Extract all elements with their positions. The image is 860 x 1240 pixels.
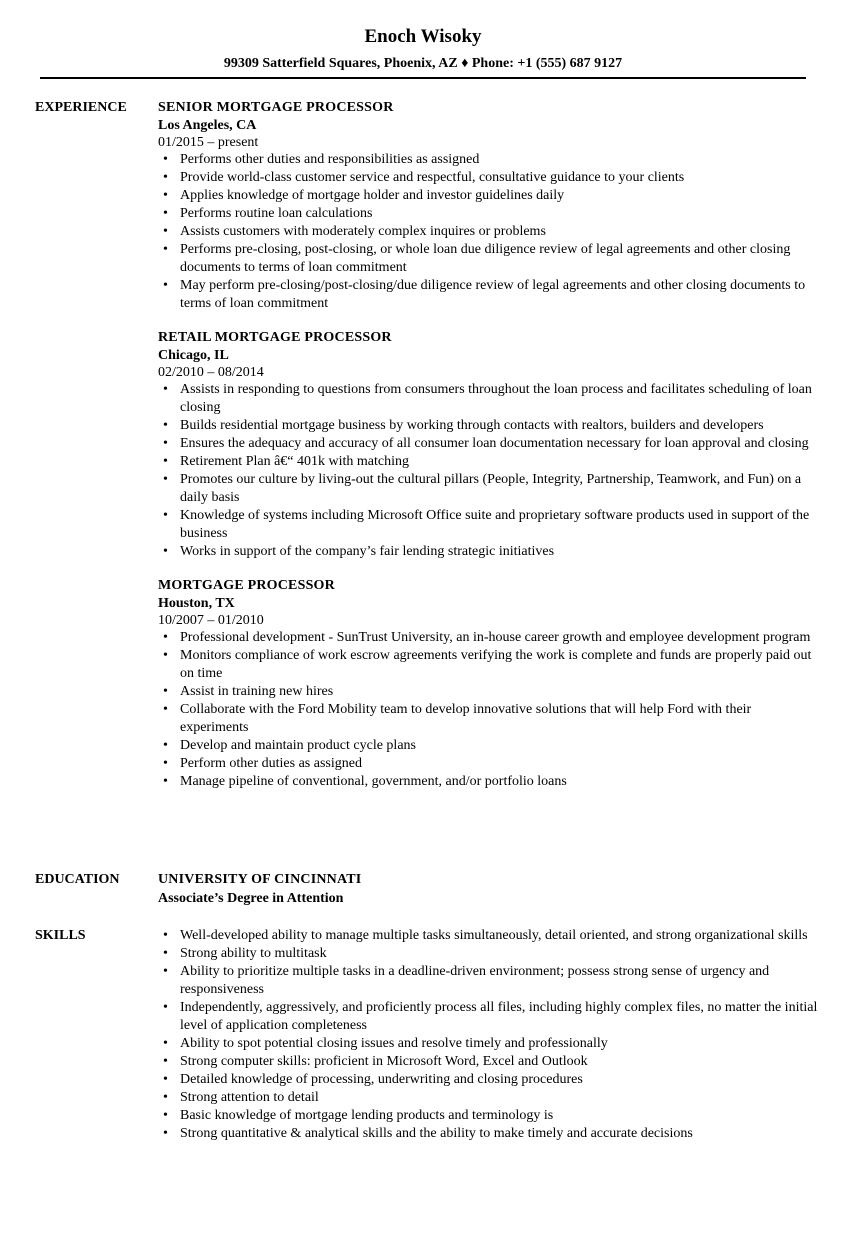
duty-item: • Collaborate with the Ford Mobility team to develop innovative solutions that will help Ford with their experiments — [180, 701, 818, 737]
job-dates: 01/2015 – present — [158, 135, 259, 150]
duty-item: • May perform pre-closing/post-closing/due diligence review of legal agreements and other closing documents to terms of loan commitment — [180, 277, 818, 313]
skill-item: • Detailed knowledge of processing, underwriting and closing procedures — [180, 1071, 818, 1089]
job-duties — [158, 629, 818, 791]
duty-item: • Works in support of the company’s fair lending strategic initiatives — [180, 543, 818, 561]
skill-item: • Basic knowledge of mortgage lending products and terminology is — [180, 1107, 818, 1125]
duty-item: • Promotes our culture by living-out the cultural pillars (People, Integrity, Partnership, Teamwork, and Fun) on a daily basis — [180, 471, 818, 507]
skill-item: • Ability to spot potential closing issues and resolve timely and professionally — [180, 1035, 818, 1053]
education-entry — [158, 871, 818, 909]
job-duties — [158, 151, 818, 313]
duty-item: • Monitors compliance of work escrow agreements verifying the work is complete and funds are properly paid out on time — [180, 647, 818, 683]
skills-list — [158, 927, 818, 1143]
skill-item: • Strong attention to detail — [180, 1089, 818, 1107]
candidate-name: Enoch Wisoky — [364, 26, 482, 47]
section-title-education: EDUCATION — [35, 872, 120, 887]
duty-item: • Applies knowledge of mortgage holder and investor guidelines daily — [180, 187, 818, 205]
duty-item: • Professional development - SunTrust University, an in-house career growth and employee development program — [180, 629, 818, 647]
skill-item: • Strong quantitative & analytical skills and the ability to make timely and accurate decisions — [180, 1125, 818, 1143]
skill-item: • Ability to prioritize multiple tasks in a deadline-driven environment; possess strong sense of urgency and responsiveness — [180, 963, 818, 999]
duty-item: • Performs pre-closing, post-closing, or whole loan due diligence review of legal agreements and other closing documents to terms of loan commitment — [180, 241, 818, 277]
skill-item: • Strong computer skills: proficient in Microsoft Word, Excel and Outlook — [180, 1053, 818, 1071]
job-entry — [158, 99, 818, 313]
section-title-experience: EXPERIENCE — [35, 100, 127, 115]
section-title-skills: SKILLS — [35, 928, 86, 943]
duty-item: • Knowledge of systems including Microsoft Office suite and proprietary software products used in support of the business — [180, 507, 818, 543]
job-duties — [158, 381, 818, 561]
job-entry — [158, 577, 818, 791]
contact-line: 99309 Satterfield Squares, Phoenix, AZ ♦ Phone: +1 (555) 687 9127 — [223, 56, 623, 71]
job-title: RETAIL MORTGAGE PROCESSOR — [158, 330, 392, 345]
degree: Associate’s Degree in Attention — [158, 891, 344, 906]
duty-item: • Retirement Plan â€“ 401k with matching — [180, 453, 818, 471]
duty-item: • Ensures the adequacy and accuracy of all consumer loan documentation necessary for loan approval and closing — [180, 435, 818, 453]
duty-item: • Perform other duties as assigned — [180, 755, 818, 773]
skills-list-container — [158, 927, 818, 1143]
job-location: Los Angeles, CA — [158, 118, 257, 133]
header-divider — [40, 77, 806, 79]
duty-item: • Assists in responding to questions from consumers throughout the loan process and facilitates scheduling of loan closing — [180, 381, 818, 417]
job-location: Houston, TX — [158, 596, 235, 611]
school-name: UNIVERSITY OF CINCINNATI — [158, 872, 362, 887]
duty-item: • Develop and maintain product cycle plans — [180, 737, 818, 755]
duty-item: • Performs routine loan calculations — [180, 205, 818, 223]
experience-list — [158, 99, 818, 807]
duty-item: • Builds residential mortgage business by working through contacts with realtors, builders and developers — [180, 417, 818, 435]
skill-item: • Independently, aggressively, and proficiently process all files, including highly complex files, no matter the initial level of application completeness — [180, 999, 818, 1035]
duty-item: • Assist in training new hires — [180, 683, 818, 701]
job-title: SENIOR MORTGAGE PROCESSOR — [158, 100, 394, 115]
duty-item: • Performs other duties and responsibilities as assigned — [180, 151, 818, 169]
duty-item: • Manage pipeline of conventional, government, and/or portfolio loans — [180, 773, 818, 791]
skill-item: • Strong ability to multitask — [180, 945, 818, 963]
duty-item: • Assists customers with moderately complex inquires or problems — [180, 223, 818, 241]
duty-item: • Provide world-class customer service and respectful, consultative guidance to your clients — [180, 169, 818, 187]
job-title: MORTGAGE PROCESSOR — [158, 578, 335, 593]
job-dates: 10/2007 – 01/2010 — [158, 613, 264, 628]
job-dates: 02/2010 – 08/2014 — [158, 365, 264, 380]
resume-header — [40, 24, 806, 74]
job-entry — [158, 329, 818, 561]
job-location: Chicago, IL — [158, 348, 229, 363]
skill-item: • Well-developed ability to manage multiple tasks simultaneously, detail oriented, and strong organizational skills — [180, 927, 818, 945]
